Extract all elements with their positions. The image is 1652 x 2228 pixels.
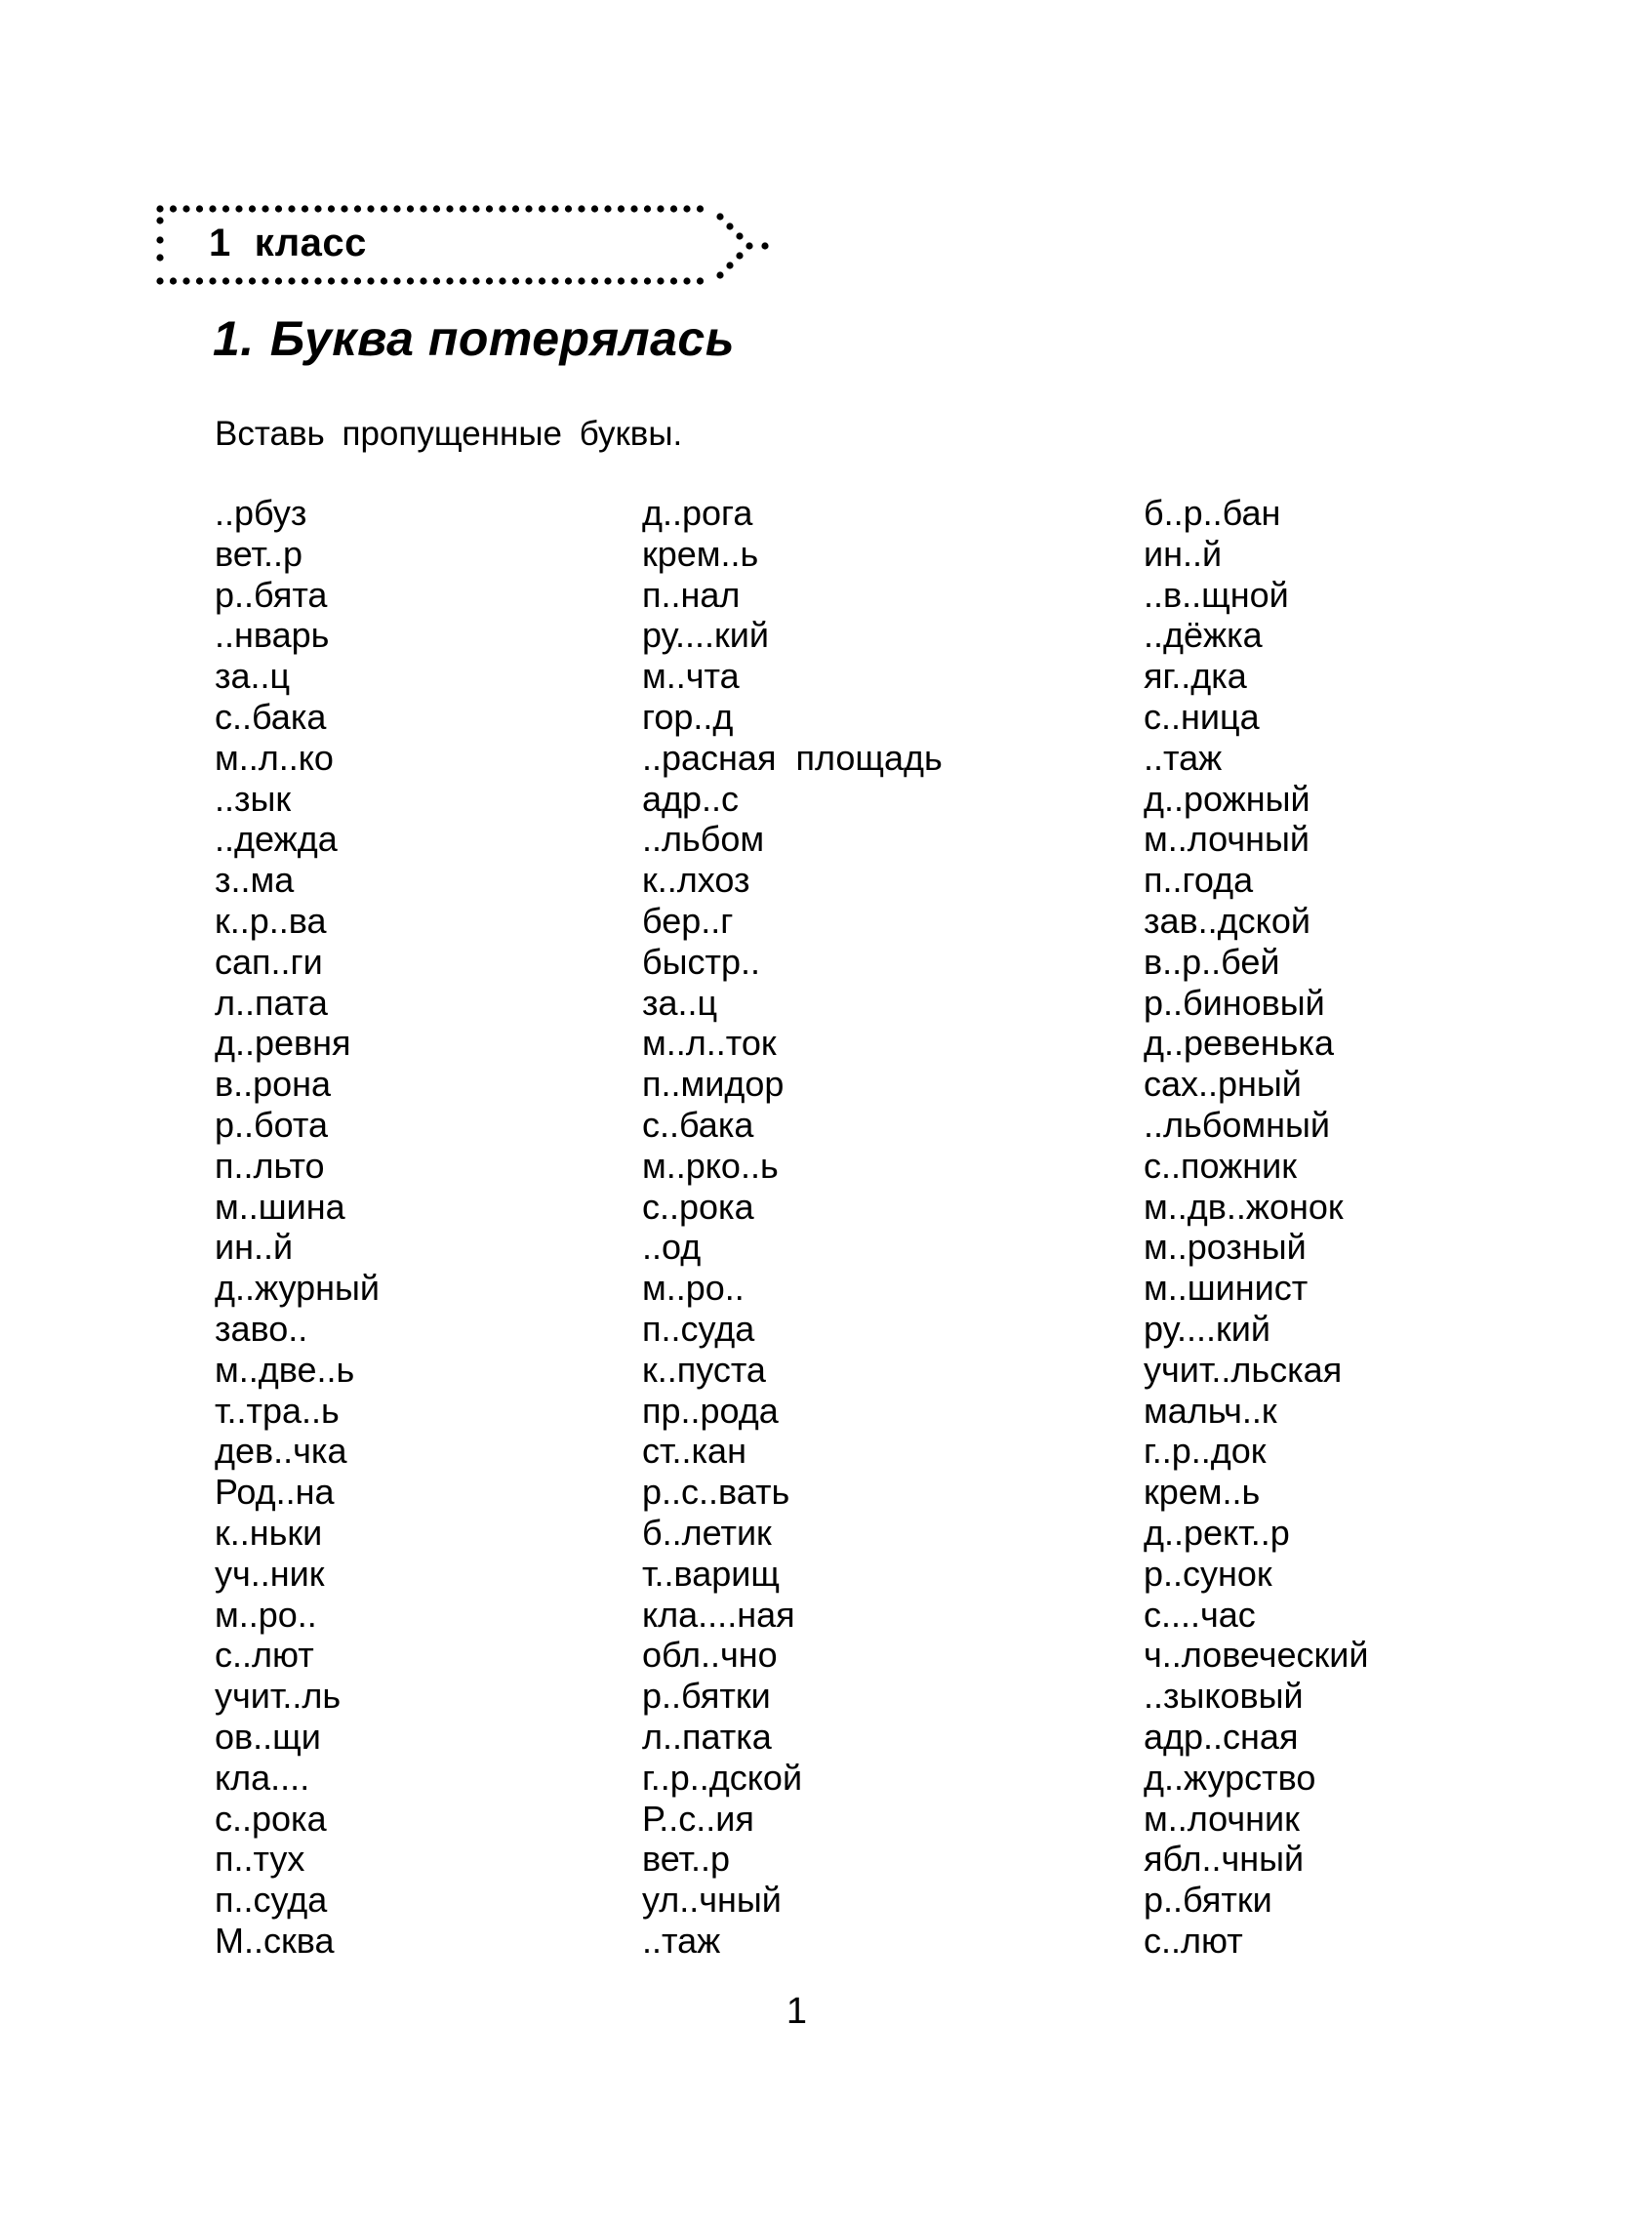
word-item: ябл..чный bbox=[1144, 1839, 1305, 1880]
word-item: ул..чный bbox=[642, 1880, 782, 1921]
word-item: л..пата bbox=[215, 982, 328, 1023]
word-item: с..лют bbox=[1144, 1920, 1243, 1961]
word-item: с..рока bbox=[215, 1798, 327, 1839]
word-item: с..рока bbox=[642, 1186, 754, 1227]
word-item: пр..рода bbox=[642, 1390, 779, 1431]
word-item: ..дёжка bbox=[1144, 615, 1263, 656]
word-item: вет..р bbox=[215, 533, 303, 574]
word-item: ин..й bbox=[1144, 533, 1223, 574]
word-item: сах..рный bbox=[1144, 1064, 1302, 1105]
word-item: д..рога bbox=[642, 493, 753, 533]
word-item: ру....кий bbox=[642, 615, 769, 656]
word-item: т..варищ bbox=[642, 1553, 780, 1594]
word-item: д..журство bbox=[1144, 1757, 1316, 1798]
word-item: ..рбуз bbox=[215, 493, 307, 533]
word-item: р..бята bbox=[215, 574, 328, 615]
word-item: с..бака bbox=[215, 696, 327, 737]
word-item: п..года bbox=[1144, 860, 1254, 901]
word-item: ру....кий bbox=[1144, 1308, 1270, 1349]
exercise-instruction: Вставь пропущенные буквы. bbox=[215, 415, 683, 453]
word-item: ..в..щной bbox=[1144, 574, 1289, 615]
exercise-title bbox=[213, 310, 735, 367]
word-item: ч..ловеческий bbox=[1144, 1635, 1369, 1676]
word-item: ов..щи bbox=[215, 1716, 321, 1757]
word-item: ..расная площадь bbox=[642, 737, 943, 778]
page-number: 1 bbox=[786, 1991, 808, 2032]
grade-label: класс bbox=[254, 222, 367, 264]
word-item: ..зык bbox=[215, 778, 292, 819]
word-item: ..льбом bbox=[642, 819, 765, 860]
word-item: за..ц bbox=[215, 656, 291, 697]
word-item: мальч..к bbox=[1144, 1390, 1277, 1431]
word-item: м..л..ток bbox=[642, 1023, 777, 1064]
word-item: м..ро.. bbox=[642, 1268, 745, 1309]
word-item: кла.... bbox=[215, 1757, 310, 1798]
word-item: м..л..ко bbox=[215, 737, 334, 778]
word-item: д..журный bbox=[215, 1268, 380, 1309]
word-item: б..р..бан bbox=[1144, 493, 1281, 533]
word-item: уч..ник bbox=[215, 1553, 325, 1594]
word-item: крем..ь bbox=[642, 533, 759, 574]
word-item: быстр.. bbox=[642, 941, 761, 982]
word-item: ..дежда bbox=[215, 819, 338, 860]
word-item: д..рект..р bbox=[1144, 1512, 1290, 1553]
word-item: крем..ь bbox=[1144, 1472, 1261, 1513]
word-item: кла....ная bbox=[642, 1594, 795, 1635]
word-item: б..летик bbox=[642, 1512, 772, 1553]
word-item: к..ньки bbox=[215, 1512, 323, 1553]
word-item: в..р..бей bbox=[1144, 941, 1280, 982]
word-item: п..мидор bbox=[642, 1064, 785, 1105]
word-item: с....час bbox=[1144, 1594, 1256, 1635]
word-item: г..р..дской bbox=[642, 1757, 803, 1798]
word-item: зав..дской bbox=[1144, 900, 1310, 941]
word-item: адр..сная bbox=[1144, 1716, 1299, 1757]
word-item: д..ревня bbox=[215, 1023, 351, 1064]
word-item: учит..ль bbox=[215, 1676, 342, 1717]
word-item: за..ц bbox=[642, 982, 718, 1023]
word-item: м..ро.. bbox=[215, 1594, 317, 1635]
grade-number: 1 bbox=[209, 222, 231, 264]
word-item: с..лют bbox=[215, 1635, 314, 1676]
word-item: м..лочный bbox=[1144, 819, 1310, 860]
word-item: гор..д bbox=[642, 696, 734, 737]
word-item: адр..с bbox=[642, 778, 740, 819]
word-item: ..од bbox=[642, 1227, 702, 1268]
word-item: м..лочник bbox=[1144, 1798, 1300, 1839]
word-item: п..суда bbox=[642, 1308, 755, 1349]
word-item: ..льбомный bbox=[1144, 1104, 1331, 1145]
word-item: з..ма bbox=[215, 860, 295, 901]
word-item: р..биновый bbox=[1144, 982, 1325, 1023]
word-item: Род..на bbox=[215, 1472, 335, 1513]
word-item: т..тра..ь bbox=[215, 1390, 340, 1431]
word-item: р..бятки bbox=[1144, 1880, 1272, 1921]
word-item: ин..й bbox=[215, 1227, 294, 1268]
word-item: р..с..вать bbox=[642, 1472, 790, 1513]
word-item: в..рона bbox=[215, 1064, 332, 1105]
word-item: д..ревенька bbox=[1144, 1023, 1334, 1064]
word-item: п..суда bbox=[215, 1880, 328, 1921]
word-item: бер..г bbox=[642, 900, 734, 941]
word-item: м..рко..ь bbox=[642, 1145, 779, 1186]
word-item: ..таж bbox=[1144, 737, 1223, 778]
word-item: М..сква bbox=[215, 1920, 335, 1961]
word-item: с..ница bbox=[1144, 696, 1260, 737]
word-item: к..р..ва bbox=[215, 900, 327, 941]
word-item: р..бота bbox=[215, 1104, 328, 1145]
word-item: д..рожный bbox=[1144, 778, 1310, 819]
word-item: м..розный bbox=[1144, 1227, 1307, 1268]
word-item: дев..чка bbox=[215, 1431, 347, 1472]
word-column-2 bbox=[642, 493, 943, 1962]
section-tag-label bbox=[209, 222, 367, 265]
word-item: р..сунок bbox=[1144, 1553, 1272, 1594]
word-item: м..шинист bbox=[1144, 1268, 1309, 1309]
word-item: обл..чно bbox=[642, 1635, 778, 1676]
word-column-3 bbox=[1144, 493, 1368, 1962]
word-item: к..лхоз bbox=[642, 860, 750, 901]
word-item: п..нал bbox=[642, 574, 741, 615]
word-item: ..таж bbox=[642, 1920, 721, 1961]
exercise-title-text: Буква потерялась bbox=[269, 311, 735, 366]
word-column-1 bbox=[215, 493, 380, 1962]
word-item: с..бака bbox=[642, 1104, 754, 1145]
word-item: м..две..ь bbox=[215, 1349, 355, 1390]
word-item: м..чта bbox=[642, 656, 740, 697]
word-item: ..нварь bbox=[215, 615, 330, 656]
word-item: м..дв..жонок bbox=[1144, 1186, 1344, 1227]
exercise-number: 1. bbox=[213, 311, 255, 366]
word-item: вет..р bbox=[642, 1839, 731, 1880]
word-item: к..пуста bbox=[642, 1349, 766, 1390]
word-item: заво.. bbox=[215, 1308, 308, 1349]
word-item: ст..кан bbox=[642, 1431, 746, 1472]
word-item: яг..дка bbox=[1144, 656, 1247, 697]
word-item: л..патка bbox=[642, 1716, 772, 1757]
word-item: п..льто bbox=[215, 1145, 325, 1186]
word-item: р..бятки bbox=[642, 1676, 771, 1717]
word-item: п..тух bbox=[215, 1839, 305, 1880]
word-item: Р..с..ия bbox=[642, 1798, 754, 1839]
word-item: с..пожник bbox=[1144, 1145, 1297, 1186]
word-item: учит..льская bbox=[1144, 1349, 1343, 1390]
word-item: м..шина bbox=[215, 1186, 345, 1227]
word-item: г..р..док bbox=[1144, 1431, 1267, 1472]
word-item: сап..ги bbox=[215, 941, 323, 982]
section-tag-banner bbox=[154, 203, 779, 287]
word-item: ..зыковый bbox=[1144, 1676, 1304, 1717]
